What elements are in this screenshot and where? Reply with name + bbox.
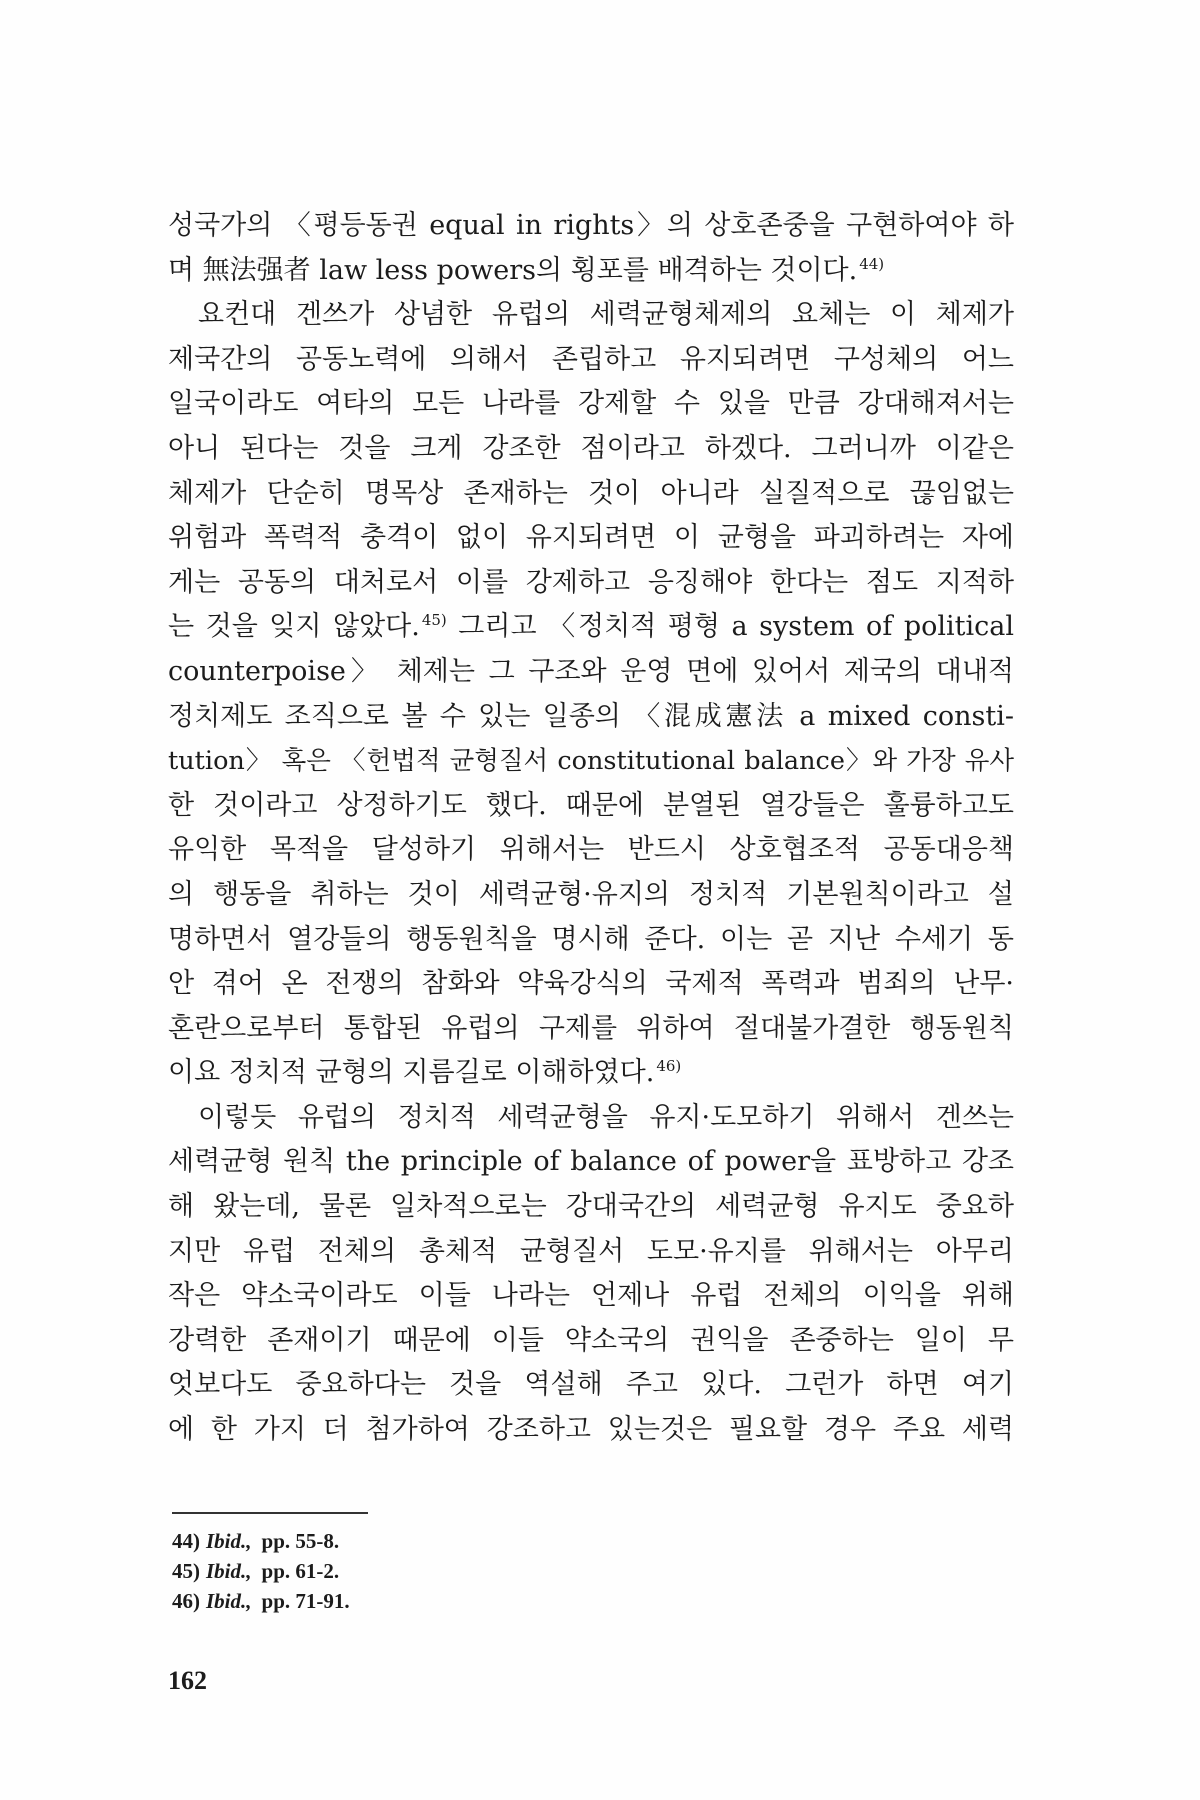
footnote-reference: 46)	[656, 1057, 682, 1076]
line-text: 에 한 가지 더 첨가하여 강조하고 있는것은 필요할 경우 주요 세력	[168, 1414, 1014, 1446]
text-line	[168, 1007, 1014, 1052]
text-line	[168, 1051, 1014, 1096]
footnote-entry	[172, 1586, 672, 1616]
line-text: 체제가 단순히 명목상 존재하는 것이 아니라 실질적으로 끊임없는	[168, 477, 1014, 509]
line-text: 작은 약소국이라도 이들 나라는 언제나 유럽 전체의 이익을 위해	[168, 1280, 1014, 1312]
body-text	[168, 204, 1014, 1453]
line-text: 강력한 존재이기 때문에 이들 약소국의 권익을 존중하는 일이 무	[168, 1324, 1014, 1356]
text-line	[168, 739, 1014, 784]
text-line	[168, 1230, 1014, 1275]
line-text: 일국이라도 여타의 모든 나라를 강제할 수 있을 만큼 강대해져서는	[168, 388, 1014, 420]
text-line	[168, 1319, 1014, 1364]
text-line	[168, 828, 1014, 873]
text-line	[168, 1408, 1014, 1453]
line-text: 성국가의 〈평등동권 equal in rights〉의 상호존중을 구현하여야 하	[168, 210, 1014, 241]
text-line	[168, 382, 1014, 427]
footnote-number: 44)	[172, 1529, 200, 1553]
footnote-pages: pp. 71-91.	[261, 1589, 350, 1613]
line-text: 해 왔는데, 물론 일차적으로는 강대국간의 세력균형 유지도 중요하	[168, 1191, 1014, 1223]
text-line	[168, 1185, 1014, 1230]
footnote-entry	[172, 1556, 672, 1586]
line-text: 는 것을 잊지 않았다.	[168, 611, 420, 643]
line-text: 위험과 폭력적 충격이 없이 유지되려면 이 균형을 파괴하려는 자에	[168, 522, 1014, 554]
text-line	[168, 338, 1014, 383]
footnote-reference: 44)	[859, 254, 885, 273]
line-text: 한 것이라고 상정하기도 했다. 때문에 분열된 열강들은 훌륭하고도	[168, 789, 1014, 821]
footnote-entry	[172, 1526, 672, 1556]
footnote-source: Ibid.,	[206, 1589, 252, 1613]
line-text: 엇보다도 중요하다는 것을 역설해 주고 있다. 그런가 하면 여기	[168, 1369, 1014, 1401]
footnote-source: Ibid.,	[206, 1529, 252, 1553]
footnote-reference: 45)	[421, 611, 447, 630]
line-text: 혼란으로부터 통합된 유럽의 구제를 위하여 절대불가결한 행동원칙	[168, 1012, 1014, 1044]
text-line	[168, 695, 1014, 740]
text-line	[168, 918, 1014, 963]
text-line	[168, 962, 1014, 1007]
line-text: 명하면서 열강들의 행동원칙을 명시해 준다. 이는 곧 지난 수세기 동	[168, 923, 1014, 955]
line-text: counterpoise〉 체제는 그 구조와 운영 면에 있어서 제국의 대내적	[168, 655, 1014, 687]
footnote-pages: pp. 61-2.	[261, 1559, 340, 1583]
line-text: 이요 정치적 균형의 지름길로 이해하였다.	[168, 1057, 655, 1089]
text-line	[168, 472, 1014, 517]
text-line	[168, 204, 1014, 249]
footnote-divider	[172, 1512, 368, 1514]
text-line	[168, 516, 1014, 561]
footnote-source: Ibid.,	[206, 1559, 252, 1583]
text-line	[168, 1274, 1014, 1319]
line-text: 안 겪어 온 전쟁의 참화와 약육강식의 국제적 폭력과 범죄의 난무·	[168, 968, 1014, 1000]
footnotes	[172, 1526, 672, 1616]
line-text: 아니 된다는 것을 크게 강조한 점이라고 하겠다. 그러니까 이같은	[168, 432, 1014, 464]
line-text: 유익한 목적을 달성하기 위해서는 반드시 상호협조적 공동대응책	[168, 834, 1014, 866]
line-text-continuation: 그리고 〈정치적 평형 a system of political	[446, 611, 1014, 643]
text-line	[168, 293, 1014, 338]
text-line	[168, 427, 1014, 472]
text-line	[168, 605, 1014, 650]
footnote-pages: pp. 55-8.	[261, 1529, 340, 1553]
text-line	[168, 650, 1014, 695]
line-text: 세력균형 원칙 the principle of balance of power을 표방하고 강조	[168, 1146, 1014, 1178]
text-line	[168, 1140, 1014, 1185]
text-line	[168, 1096, 1014, 1141]
footnote-number: 46)	[172, 1589, 200, 1613]
line-text: 지만 유럽 전체의 총체적 균형질서 도모·유지를 위해서는 아무리	[168, 1235, 1014, 1267]
line-text: 며 無法强者 law less powers의 횡포를 배격하는 것이다.	[168, 254, 858, 286]
line-text: 정치제도 조직으로 볼 수 있는 일종의 〈混成憲法 a mixed consti-	[168, 700, 1014, 732]
line-text: 제국간의 공동노력에 의해서 존립하고 유지되려면 구성체의 어느	[168, 343, 1014, 375]
line-text: 요컨대 겐쓰가 상념한 유럽의 세력균형체제의 요체는 이 체제가	[198, 299, 1014, 331]
line-text: 게는 공동의 대처로서 이를 강제하고 응징해야 한다는 점도 지적하	[168, 566, 1014, 598]
footnote-number: 45)	[172, 1559, 200, 1583]
text-line	[168, 1363, 1014, 1408]
line-text: tution〉 혹은 〈헌법적 균형질서 constitutional balance〉와 가장 유사	[168, 746, 1014, 777]
text-line	[168, 249, 1014, 294]
text-line	[168, 784, 1014, 829]
line-text: 이렇듯 유럽의 정치적 세력균형을 유지·도모하기 위해서 겐쓰는	[198, 1101, 1014, 1133]
page-number: 162	[168, 1666, 207, 1695]
text-line	[168, 561, 1014, 606]
text-line	[168, 873, 1014, 918]
line-text: 의 행동을 취하는 것이 세력균형·유지의 정치적 기본원칙이라고 설	[168, 878, 1014, 910]
